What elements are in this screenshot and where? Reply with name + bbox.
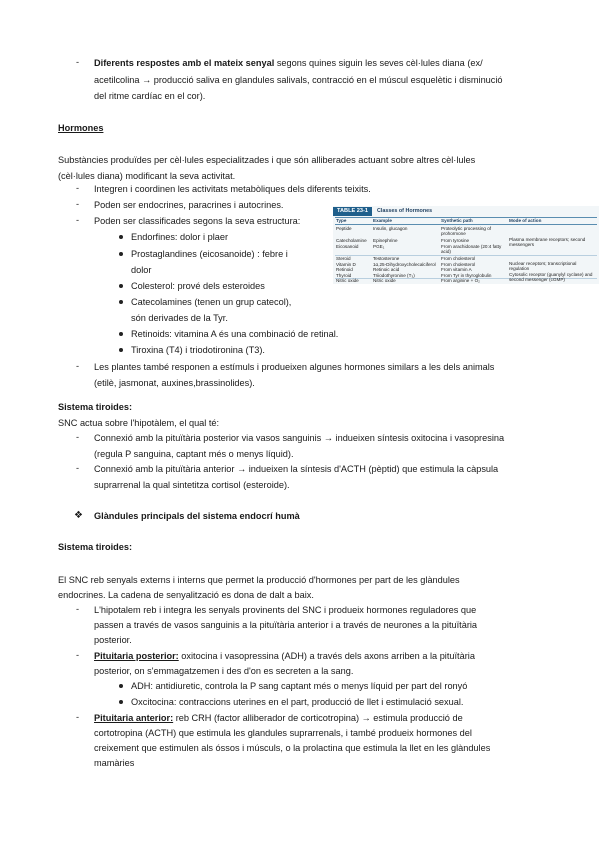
table-header-path: Synthetic path [441,218,473,223]
tiroides2-p-2: endocrines. La cadena de senyalització es dona de dalt a baix. [58,590,314,600]
bullet-dot [119,300,123,304]
tiroides2-item-3-line-4: mamàries [94,758,135,768]
tiroides2-item-3-line-3: creixement que estimulen als óssos i músculs, o la prolactina que estimula la llet en les glàndules [94,743,491,753]
pituitaria-anterior-text: reb CRH (factor alliberador de corticotropina) → estimula producció de [173,713,463,723]
tiroides-item-1-line-1: Connexió amb la pituïtària posterior via vasos sanguinis → indueixen síntesis oxitocina i vasopresina [94,433,505,443]
glandules-heading: Glàndules principals del sistema endocrí humà [94,511,300,521]
tiroides-heading-2: Sistema tiroides: [58,542,133,552]
bullet-dot [119,684,123,688]
tiroides2-item-1-line-1: L'hipotalem reb i integra les senyals provinents del SNC i produeix hormones reguladores que [94,605,477,615]
hormones-def-1: Substàncies produïdes per cèl·lules especialitzades i que són alliberades actuant sobre altres cèl·lules [58,155,476,165]
hormone-classes-table [333,206,599,284]
table-cell: Catecholamine [336,238,367,243]
table-cell: Steroid [336,256,351,261]
intro-line-3: del ritme cardíac en el cor). [94,91,206,101]
table-cell: PGE₁ [373,244,385,249]
table-cell: Nitric oxide [373,278,396,283]
table-title: Classes of Hormones [377,208,433,214]
list-dash: - [76,463,80,473]
sub-colesterol: Colesterol: prové dels esteroides [131,281,265,291]
table-cell: Peptide [336,226,352,231]
diamond-bullet-icon: ❖ [74,510,83,521]
table-cell: Thyroid [336,272,352,278]
plants-line-2: (etilè, jasmonat, auxines,brassinolides). [94,378,255,388]
bullet-dot [119,284,123,288]
table-cell: Eicosanoid [336,244,359,249]
bullet-dot [119,700,123,704]
table-cell: Nitric oxide [336,278,359,283]
tiroides2-item-1-line-2: passen a través de vasos sanguinis a la pituïtària anterior i a través de neurones a la pituïtària [94,620,478,630]
list-dash: - [76,432,80,442]
table-cell: From cholesterol [441,256,476,261]
table-cell: From arginine + O₂ [441,278,480,283]
sub-cate-1: Catecolamines (tenen un grup catecol), [131,297,292,307]
list-dash: - [76,183,80,193]
hormones-item-3: Poden ser classificades segons la seva estructura: [94,216,301,226]
tiroides-heading-1: Sistema tiroides: [58,402,133,412]
table-header-example: Example [373,218,392,223]
sub-adh: ADH: antidiuretic, controla la P sang captant més o menys líquid per part del ronyó [131,681,468,691]
tiroides-intro: SNC actua sobre l'hipotàlem, el qual té: [58,418,220,428]
list-dash: - [76,361,80,371]
table-mode: Cytosolic receptor (guanylyl cyclase) and second messenger (cGMP) [509,272,593,283]
list-dash: - [76,57,80,67]
tiroides2-item-3-line-2: cortotropina (ACTH) que estimula les glandules suprarrenals, i també produeix hormones del [94,728,472,738]
tiroides2-item-2-line-1 [94,650,475,662]
sub-prosta-2: dolor [131,265,152,275]
bullet-dot [119,235,123,239]
table-cell: From arachidonate (20:4 fatty acid) [441,244,502,255]
table-cell: Vitamin D [336,261,356,267]
table-mode: Nuclear receptors; transcriptional regulation [509,261,577,272]
list-dash: - [76,650,80,660]
list-dash: - [76,215,80,225]
bullet-dot [119,252,123,256]
hormones-def-2: (cèl·lules diana) modificant la seva activitat. [58,171,236,181]
sub-prosta-1: Prostaglandines (eicosanoide) : febre i [131,249,288,259]
plants-line-1: Les plantes també responen a estímuls i produeixen algunes hormones similars a les dels animals [94,362,495,372]
hormones-item-1: Integren i coordinen les activitats metabòliques dels diferents teixits. [94,184,371,194]
table-cell: Testosterone [373,256,400,261]
intro-bold: Diferents respostes amb el mateix senyal [94,58,275,68]
table-rule [335,224,597,225]
table-cell: From vitamin A [441,267,472,272]
hormones-heading: Hormones [58,123,104,133]
table-cell: Retinoid [336,267,353,272]
tiroides2-item-3-line-1 [94,712,463,724]
intro-line-1 [94,57,483,69]
tiroides-item-1-line-2: (regula P sanguina, captant més o menys líquid). [94,449,294,459]
table-label: TABLE 23-1 [333,207,372,216]
sub-cate-2: són derivades de la Tyr. [131,313,228,323]
pituitaria-posterior-label: Pituitaria posterior: [94,651,179,661]
list-dash: - [76,199,80,209]
tiroides2-item-2-line-2: posterior, on s'emmagatzemen i des d'on es secreten a la sang. [94,666,354,676]
table-cell: Retinoic acid [373,267,400,272]
sub-tiroxina: Tiroxina (T4) i triodotironina (T3). [131,345,265,355]
sub-retinoids: Retinoids: vitamina A és una combinació de retinal. [131,329,339,339]
hormones-item-2: Poden ser endocrines, paracrines i autocrines. [94,200,284,210]
table-mode: Plasma membrane receptors; second messengers [509,237,586,248]
table-header-type: Type [336,218,347,223]
table-cell: Proteolytic processing of prohormone [441,226,492,237]
pituitaria-posterior-text: oxitocina i vasopressina (ADH) a través dels axons arriben a la pituïtària [178,651,475,661]
tiroides2-item-1-line-3: posterior. [94,635,132,645]
table-cell: Triiodothyronine (T₃) [373,272,415,278]
tiroides-item-2-line-1: Connexió amb la pituïtària anterior → indueixen la síntesis d'ACTH (pèptid) que estimula la càpsula [94,464,499,474]
sub-oxitocina: Oxcitocina: contraccions uterines en el part, producció de llet i estimulació sexual. [131,697,464,707]
table-cell: Epinephrine [373,238,398,243]
bullet-dot [119,332,123,336]
tiroides-item-2-line-2: suprarrenal la qual sintetitza cortisol (esteroide). [94,480,290,490]
list-dash: - [76,712,80,722]
table-header-mode: Mode of action [509,218,542,223]
table-cell: From Tyr in thyroglobulin [441,272,492,278]
pituitaria-anterior-label: Pituitaria anterior: [94,713,174,723]
tiroides2-p-1: El SNC reb senyals externs i interns que permet la producció d'hormones per part de les glàndules [58,575,460,585]
bullet-dot [119,348,123,352]
table-cell: From cholesterol [441,261,476,267]
table-cell: 1α,25-Dihydroxycholecalciferol [373,261,436,267]
intro-line-2: acetilcolina → producció saliva en glandules salivals, contracció en el múscul esquelètic i disminució [94,75,503,85]
table-cell: From tyrosine [441,238,470,243]
intro-rest: segons quines siguin les seves cèl·lules diana (ex/ [274,58,483,68]
table-cell: Insulin, glucagon [373,226,408,231]
list-dash: - [76,604,80,614]
sub-endorfines: Endorfines: dolor i plaer [131,232,229,242]
